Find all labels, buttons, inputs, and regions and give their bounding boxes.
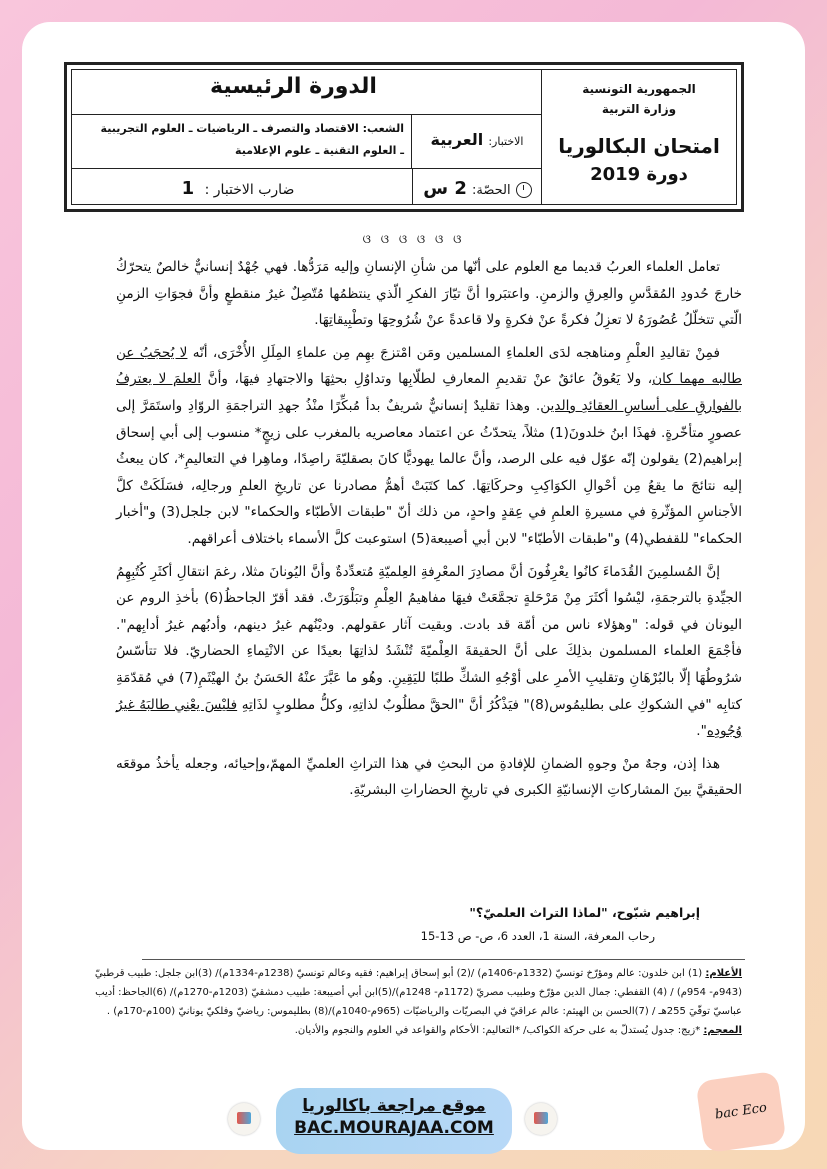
duration-box bbox=[412, 168, 542, 204]
bac-eco-badge: bac Eco bbox=[695, 1071, 786, 1154]
p2-part-a: فمِنْ تقاليدِ العلْمِ ومناهجه لدَى العلماءِ المسلمين ومَن امْتزجَ بهِم مِن علماءِ المِلَلِ الأُخْرَى، أنّه bbox=[187, 344, 720, 361]
paragraph-1: تعامل العلماء العربُ قديما مع العلوم على أنّها من شأنِ الإنسانِ وإليه مَرَدُّها. فهي جُهْدٌ إنسانيٌّ خالصٌ يتحرّكُ خارجَ حُدودِ المُقدَّسِ والعِرقِ والزمنِ. واعتبَروا أنَّ تيّارَ الفكرِ الّذي ينتظمُها مُتّصِلٌ غيرُ منقطعٍ وأنَّ فجوَاتِ الزمنِ الّتي تتخلّلُ عُصُورَهُ لا تعزِلُ فكرةً عنْ فكرةٍ ولا قاعدةً عنْ شُرُوحِهَا وتطْبِيقاتِهَا. bbox=[116, 259, 742, 329]
streams-line-1: الشعب: الاقتصاد والتصرف ـ الرياضيات ـ العلوم التجريبية bbox=[100, 122, 404, 135]
coefficient-value: 1 bbox=[181, 178, 195, 199]
footnote-divider bbox=[142, 959, 745, 960]
people-label: الأعلام: bbox=[705, 968, 742, 979]
p3-part-a: إنَّ المُسلمِينَ القُدَماءَ كانُوا يعْرِفُونَ أنَّ مصادِرَ المعْرِفةِ العِلميّةِ مُتعدِّدةٌ وأنَّ اليُونانَ مثلا، رغمَ انتقالِ أكثَرِ كُتُبِهِمُ الجيِّدةِ بالترجمَةِ، ليْسُوا أكثَرَ مِنْ مَرْحَلةٍ تجمَّعَتْ فيهَا مفاهيمُ العِلْمِ وتبَلْوَرَتْ. فقد أقرّ الجاحظُ(6) بأخذِ الروم عن اليونان في قوله: "وهؤلاء ناس من أمّة قد بادت. وبقيت آثار عقولهم. وديْنُهم غيرُ دينهم، وأدبُهم غيرُ أدابِهم". فأجْمَعَ العلماء المسلمون بذلِكَ على أنَّ الحقيقةَ العِلْميّةَ تُنْشَدُ لذاتِهَا بعيدًا عن الانْتِماءِ الحضاريّ. فلا تتأسّسُ شرُوطُهَا إلّا بالبُرْهَانِ وتقليبِ الأمرِ على أوْجُهِ الشكِّ طلبًا لليَقِينِ. وهُو ما عَبَّرَ عنْهُ الحَسَنُ بنُ الهيْثَمِ(7) في مُقدّمَةِ كتابِه "في الشكوكِ على بطليمُوس(8)" فيَذْكُرُ أنَّ "الحقَّ مطلُوبٌ لذاتِهِ، وكلُّ مطلوبٍ لذَاتِهِ bbox=[116, 563, 742, 713]
republic-label: الجمهورية التونسية bbox=[582, 82, 696, 96]
footnotes bbox=[92, 964, 742, 1040]
coefficient-label: ضارب الاختبار : bbox=[204, 182, 295, 198]
exam-text bbox=[116, 254, 742, 804]
p3-underlined: فليْسَ يعْنِي طالبَهُ غيرُ وُجُودِه bbox=[116, 696, 742, 740]
subject-value: العربية bbox=[430, 130, 484, 149]
duration-value: 2 س bbox=[423, 178, 467, 199]
streams-line-2: ـ العلوم التقنية ـ علوم الإعلامية bbox=[235, 144, 404, 157]
ornament-divider: ଓ ଓ ଓ ଓ ଓ ଓ bbox=[362, 232, 465, 246]
header-institution bbox=[541, 70, 736, 204]
exam-title: امتحان البكالوريا bbox=[558, 134, 720, 158]
footnote-people bbox=[92, 964, 742, 1021]
coefficient bbox=[72, 178, 404, 199]
duration-label: الحصّة: bbox=[472, 183, 511, 198]
site-url[interactable]: BAC.MOURAJAA.COM bbox=[294, 1118, 494, 1138]
subject-label: الاختبار: bbox=[488, 135, 524, 148]
glossary-label: المعجم: bbox=[703, 1025, 742, 1036]
source-citation: رحاب المعرفة، السنة 1، العدد 6، ص- ص 13-15 bbox=[420, 929, 655, 943]
exam-sheet bbox=[22, 22, 805, 1150]
people-notes: (1) ابن خلدون: عالم ومؤرّخ تونسيّ (1332م-1406م) /(2) أبو إسحاق إبراهيم: فقيه وعالم تونسيّ (1238م-1334م)/ (3)ابن جلجل: طبيب قرطبيّ (943م- 954م) / (4) القفطي: جمال الدين مؤرّخ وطبيب مصريّ (1172م- 1248م)/(5)ابن أبي أصيبعة: طبيب دمشقيّ (1203م-1270م)/ (6)الجاحظ: أديب عباسيّ توفّيَ 255هـ / (7)الحسن بن الهيثم: عالم عراقيّ في البصريّات والرياضيّات (965م-1040م)/(8) بطليموس: رياضيّ وفلكيّ يونانيّ (100م-170م) . bbox=[94, 968, 742, 1017]
author-citation: إبراهيم شبّوح، "لماذا التراث العلميّ؟" bbox=[469, 905, 700, 920]
p2-underlined-1: لا يُحجَبُ عن طالبه مهما كان bbox=[116, 344, 742, 388]
footnote-glossary bbox=[92, 1021, 742, 1040]
site-logo-left-icon bbox=[228, 1103, 260, 1135]
paragraph-3 bbox=[116, 559, 742, 745]
clock-icon bbox=[516, 182, 532, 198]
site-name-ar[interactable]: موقع مراجعة باكالوريا bbox=[302, 1096, 486, 1116]
paragraph-2 bbox=[116, 340, 742, 553]
main-session-title: الدورة الرئيسية bbox=[210, 74, 377, 99]
p2-part-b: ، ولا يَعُوقُ عائقٌ عنْ تقديمِ المعارفِ لطلّابِها وتداوُلِ بحثِهَا والاجتهادِ فيهَا، وأنَّ bbox=[201, 371, 653, 388]
site-link-button[interactable] bbox=[276, 1088, 512, 1154]
exam-header bbox=[64, 62, 744, 212]
streams-list bbox=[80, 118, 404, 162]
ministry-label: وزارة التربية bbox=[601, 102, 677, 116]
glossary-notes: *زيج: جدول يُستدلّ به على حركة الكواكب/ *التعاليم: الأحكام والقواعد في العلوم والنجوم والأديان. bbox=[294, 1025, 704, 1036]
paragraph-4: هذا إذن، وجهٌ منْ وجوهِ الضمانِ للإفادةِ من البحثِ في هذا التراثِ العلميِّ المهمّ،وإحيائه، وجعله يأخذُ موقعَه الحقيقيَّ بينَ المشاركاتِ الإنسانيّةِ الكبرى في تاريخِ الحضاراتِ البشريّةِ. bbox=[116, 755, 742, 799]
session-year: دورة 2019 bbox=[590, 164, 688, 185]
p3-part-b: ". bbox=[696, 723, 707, 740]
p2-underlined-2: العلمَ لا يعترفُ بالفوارقِ على أساسِ العقائدِ والدين bbox=[116, 371, 742, 414]
subject-box bbox=[411, 114, 542, 168]
site-logo-right-icon bbox=[525, 1103, 557, 1135]
p2-part-c: . وهذا تقليدٌ إنسانيٌّ شريفٌ بدأ مُبكِّرًا منْذُ جهدِ التراجمَةِ الروّادِ واستَمَرَّ إلى عصورٍ متأخّرةٍ. فهذَا ابنُ خلدونَ(1) مثلاً، يتحدّثُ عن اعتماد معاصريه بالمغرب على زيجٍ* منسوب إلى أبي إسحاق إبراهيم(2) يقولون إنّه عوّل فيه على الرصد، وأنَّ عالما يهوديًّا كانَ بصقليّةَ راصِدًا، وماهِرا في التعاليمِ*، كان يبعثُ إليه نتائجَ ما يقعُ مِن أحْوالِ الكوَاكِبِ وحركَاتِهَا. كما كتَبَتْ أهمُّ مصادرنا عن تاريخِ العلمِ ورجالِه، فسَلَكَتْ كلَّ الأجناسِ المؤثّرةِ في مسيرةِ العلمِ في عِقدٍ واحدٍ، من ذلك أنّ "طبقات الأطبّاء والحكماء" لابن جلجل(3) و"أخبار الحكماء" للقفطي(4) و"طبقات الأطبّاء" لابن أبي أصيبعة(5) استوعبت كلَّ الأسماء باختلاف أعراقهم. bbox=[116, 397, 742, 547]
